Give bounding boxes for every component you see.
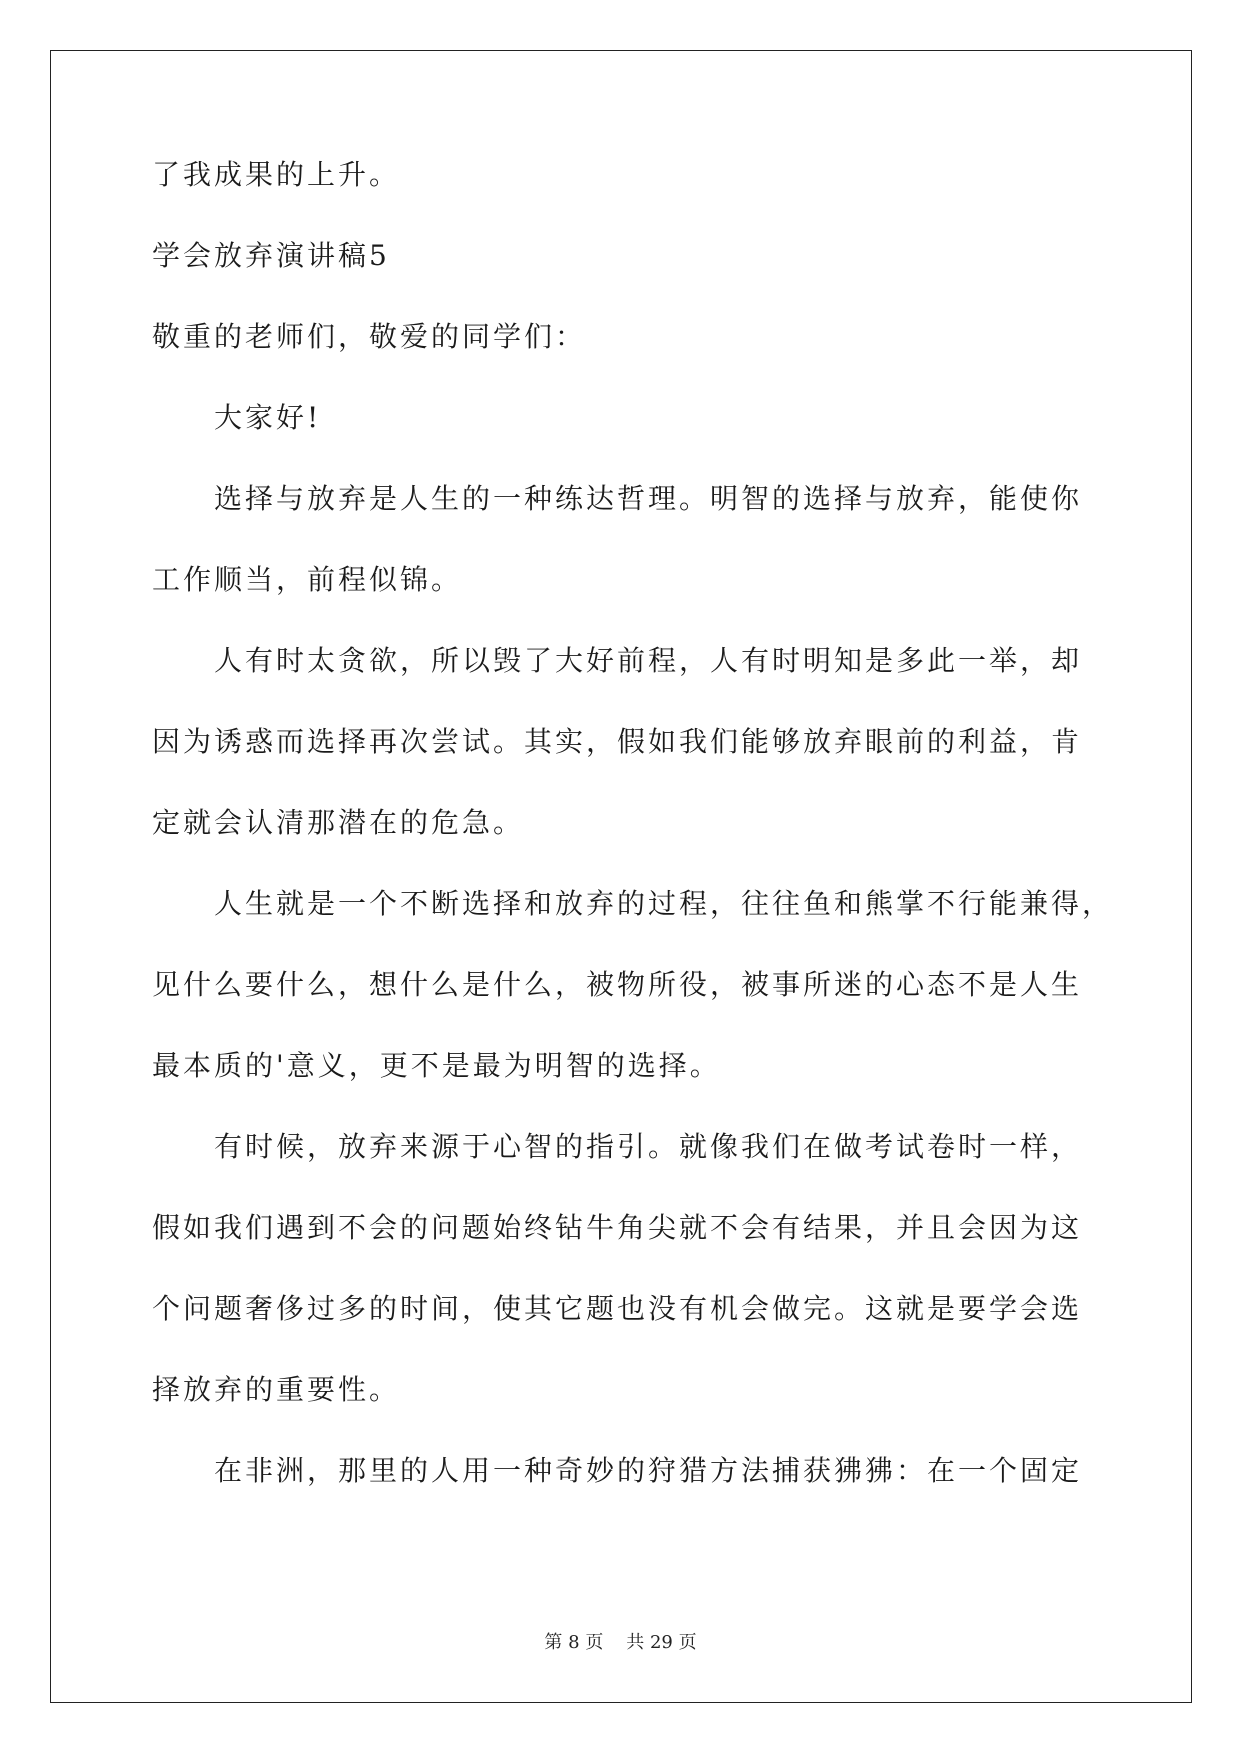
text-line: 择放弃的重要性。 bbox=[152, 1373, 401, 1406]
text-line: 人生就是一个不断选择和放弃的过程，往往鱼和熊掌不行能兼得， bbox=[214, 887, 1114, 920]
text-line: 定就会认清那潜在的危急。 bbox=[152, 806, 525, 839]
text-line: 有时候，放弃来源于心智的指引。就像我们在做考试卷时一样， bbox=[214, 1130, 1083, 1163]
text-line: 见什么要什么，想什么是什么，被物所役，被事所迷的心态不是人生 bbox=[152, 968, 1083, 1001]
page-total: 共 29 页 bbox=[626, 1632, 697, 1653]
text-line: 选择与放弃是人生的一种练达哲理。明智的选择与放弃，能使你 bbox=[214, 482, 1083, 515]
document-body bbox=[152, 155, 1114, 1532]
text-line: 工作顺当，前程似锦。 bbox=[152, 563, 463, 596]
text-line: 了我成果的上升。 bbox=[152, 158, 401, 191]
text-line: 在非洲，那里的人用一种奇妙的狩猎方法捕获狒狒：在一个固定 bbox=[214, 1454, 1083, 1487]
text-line: 个问题奢侈过多的时间，使其它题也没有机会做完。这就是要学会选 bbox=[152, 1292, 1083, 1325]
page-number: 第 8 页 bbox=[544, 1632, 604, 1653]
text-line: 因为诱惑而选择再次尝试。其实，假如我们能够放弃眼前的利益，肯 bbox=[152, 725, 1083, 758]
page-footer bbox=[0, 1628, 1241, 1654]
greeting: 大家好! bbox=[214, 401, 322, 434]
section-title: 学会放弃演讲稿5 bbox=[152, 239, 390, 272]
text-line: 人有时太贪欲，所以毁了大好前程，人有时明知是多此一举，却 bbox=[214, 644, 1083, 677]
text-line: 最本质的'意义，更不是最为明智的选择。 bbox=[152, 1049, 721, 1082]
text-line: 假如我们遇到不会的问题始终钻牛角尖就不会有结果，并且会因为这 bbox=[152, 1211, 1083, 1244]
salutation: 敬重的老师们，敬爱的同学们： bbox=[152, 320, 587, 353]
